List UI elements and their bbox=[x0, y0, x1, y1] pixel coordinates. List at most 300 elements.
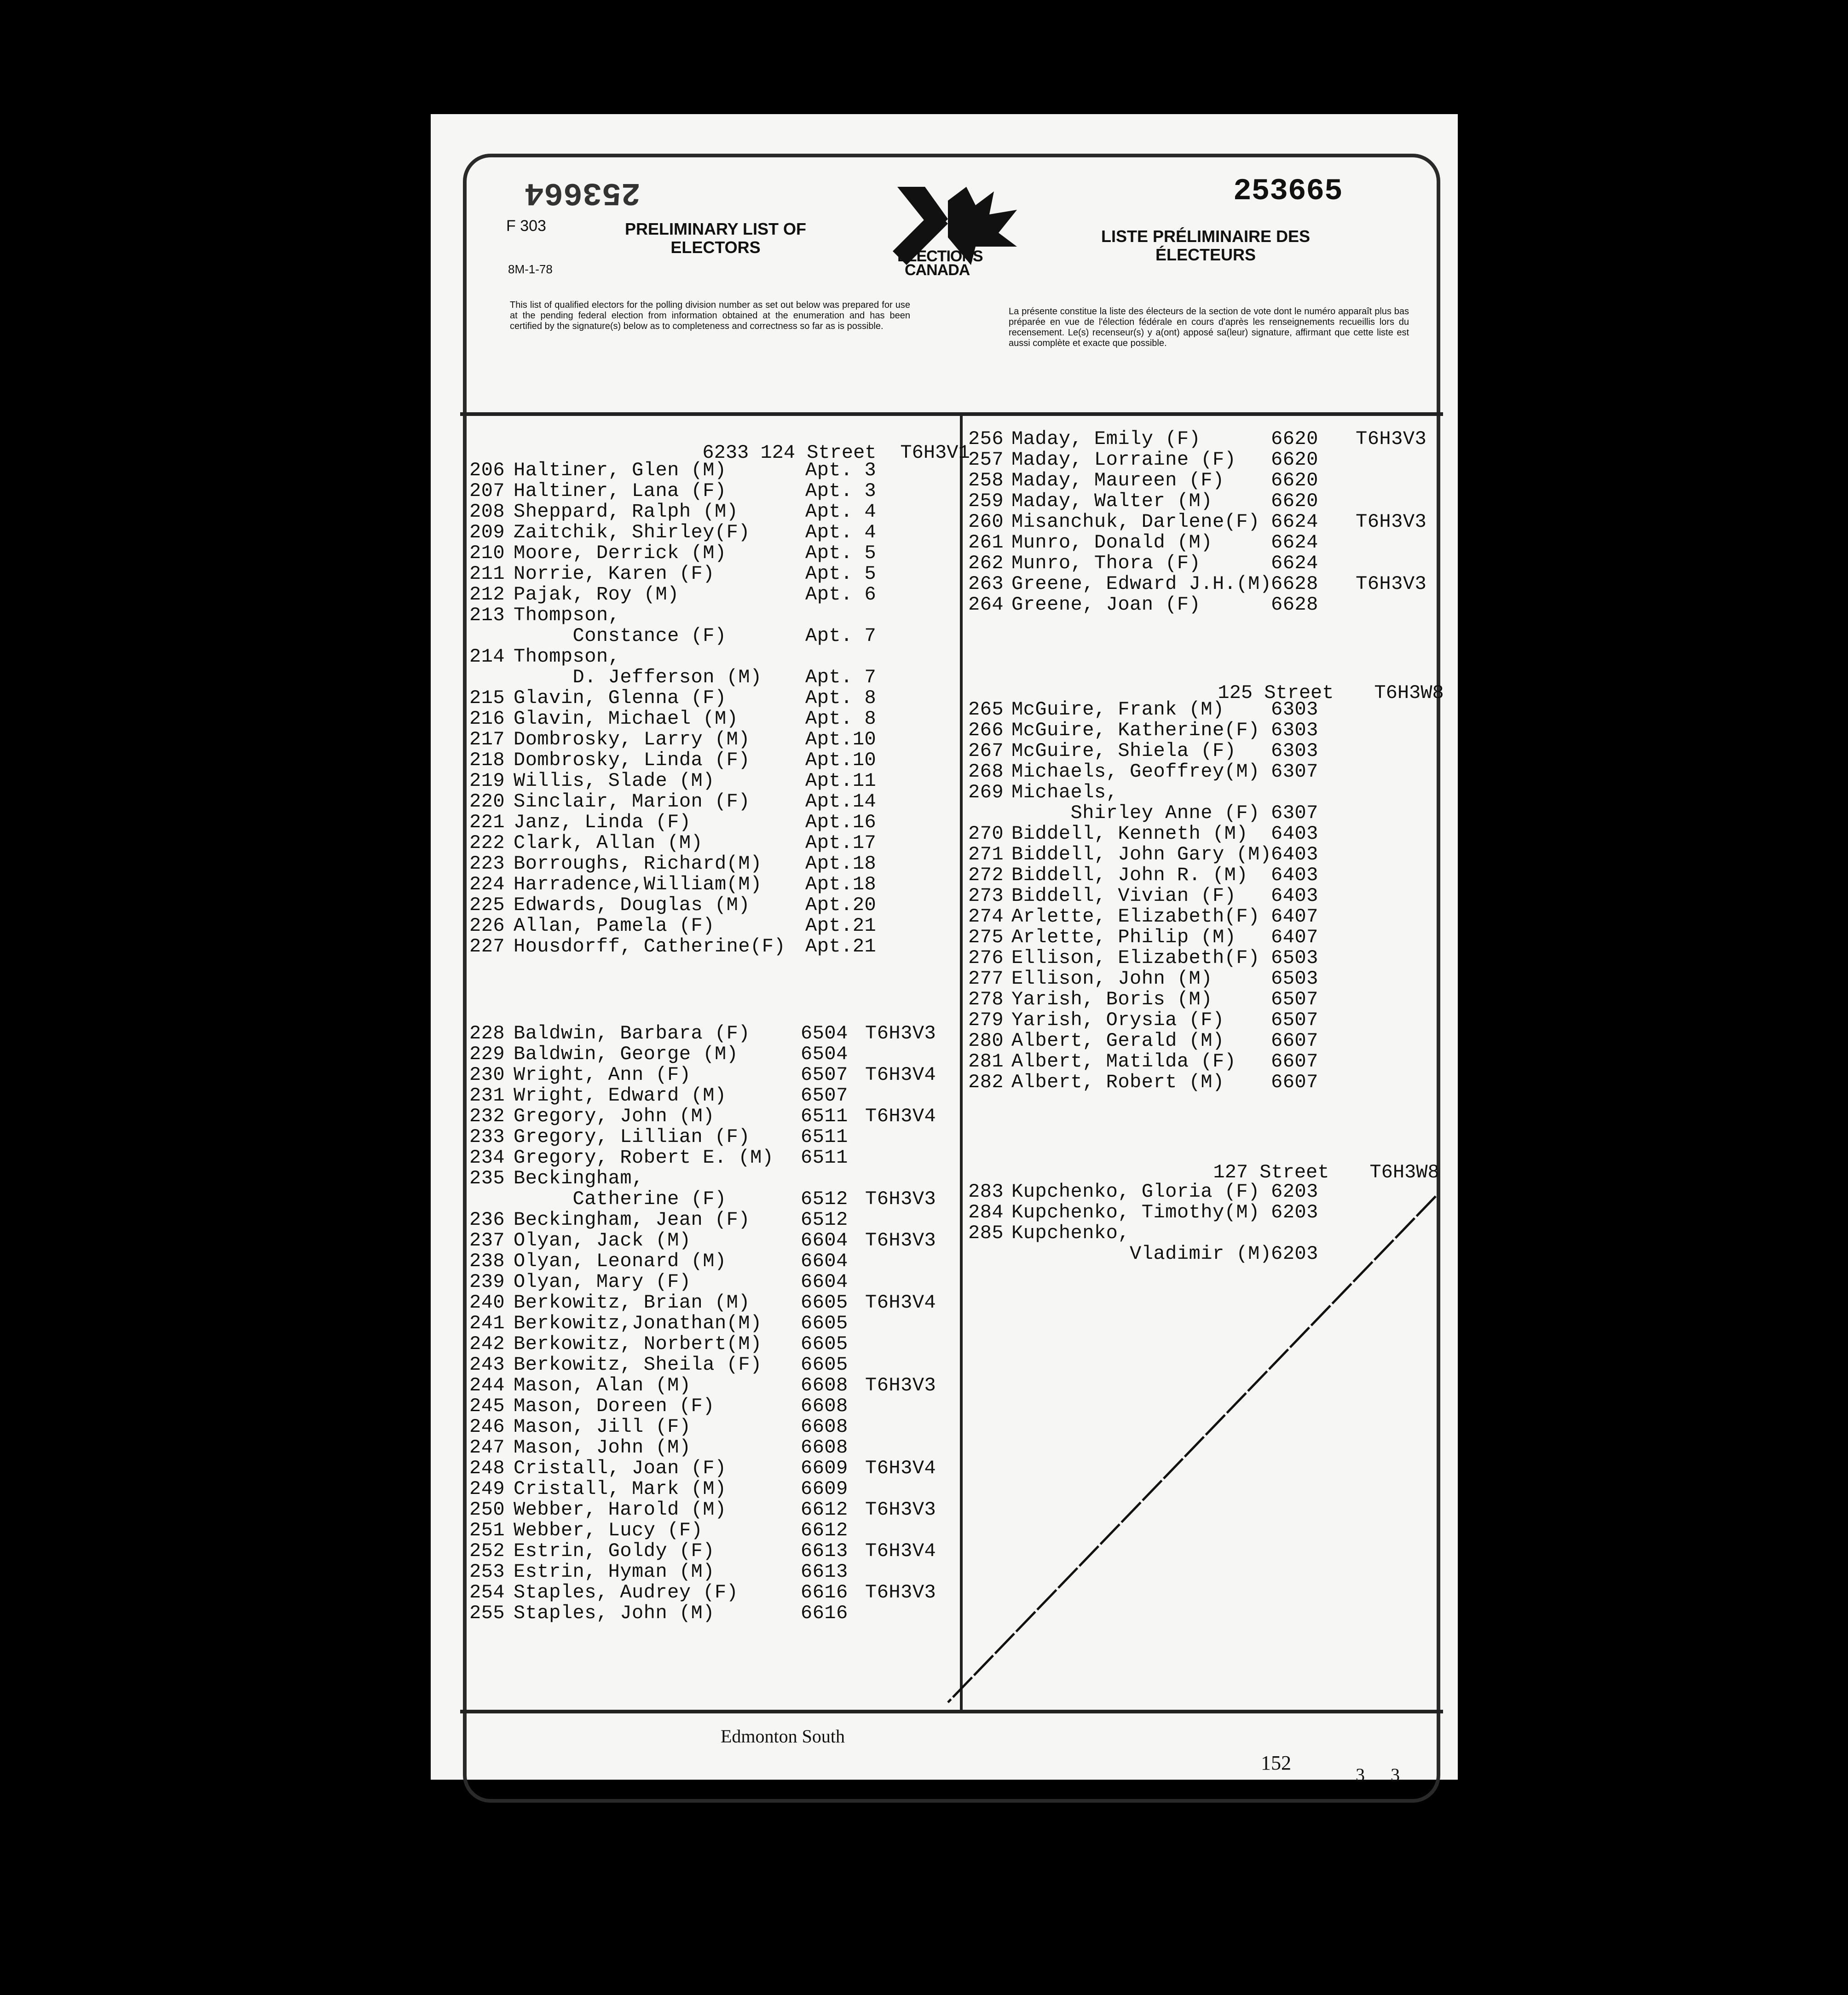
elector-number: 250 bbox=[469, 1499, 505, 1521]
elector-postal-code: T6H3V4 bbox=[865, 1457, 936, 1479]
elector-row bbox=[968, 865, 1442, 886]
elector-row bbox=[469, 874, 957, 895]
elector-row bbox=[968, 948, 1442, 969]
right-block2-postal bbox=[1351, 660, 1444, 704]
elector-name: Norrie, Karen (F) bbox=[514, 563, 715, 585]
elector-address: Apt.14 bbox=[805, 790, 877, 813]
elector-number: 207 bbox=[469, 480, 505, 502]
elector-name: Greene, Edward J.H.(M) bbox=[1011, 573, 1272, 595]
elector-name: Wright, Ann (F) bbox=[514, 1064, 691, 1086]
elector-name: Webber, Harold (M) bbox=[514, 1499, 727, 1521]
elector-number: 279 bbox=[968, 1009, 1004, 1031]
elector-row bbox=[469, 1582, 957, 1603]
elector-address: 6605 bbox=[801, 1292, 848, 1314]
elector-address: 6504 bbox=[801, 1022, 848, 1044]
elector-number: 230 bbox=[469, 1064, 505, 1086]
left-block1-postal bbox=[877, 420, 970, 464]
elector-row bbox=[469, 1603, 957, 1624]
elector-number: 281 bbox=[968, 1050, 1004, 1072]
elector-address: 6403 bbox=[1271, 885, 1318, 907]
elector-postal-code: T6H3V4 bbox=[865, 1292, 936, 1314]
elector-list-left-block1 bbox=[469, 460, 957, 957]
elector-address: 6628 bbox=[1271, 573, 1318, 595]
form-number: F 303 bbox=[506, 217, 546, 235]
postal-code: T6H3V1 bbox=[900, 442, 970, 464]
elector-name: Berkowitz,Jonathan(M) bbox=[514, 1312, 762, 1334]
elector-row bbox=[469, 688, 957, 709]
cancellation-stroke bbox=[939, 1187, 1445, 1712]
elector-address: 6203 bbox=[1271, 1181, 1318, 1203]
elector-address: 6607 bbox=[1271, 1030, 1318, 1052]
elector-number: 247 bbox=[469, 1436, 505, 1459]
elector-postal-code: T6H3V3 bbox=[1356, 573, 1427, 595]
page-number: 3 bbox=[1356, 1764, 1365, 1785]
elector-address: 6605 bbox=[801, 1354, 848, 1376]
elector-number: 237 bbox=[469, 1229, 505, 1251]
elector-row bbox=[968, 450, 1442, 470]
elector-name: Mason, John (M) bbox=[514, 1436, 691, 1459]
elector-address: 6608 bbox=[801, 1374, 848, 1396]
elector-name: Janz, Linda (F) bbox=[514, 811, 691, 833]
elector-address: 6503 bbox=[1271, 968, 1318, 990]
title-english: PRELIMINARY LIST OF ELECTORS bbox=[624, 219, 806, 257]
elector-postal-code: T6H3V3 bbox=[865, 1188, 936, 1210]
elector-name: Gregory, John (M) bbox=[514, 1105, 715, 1127]
elector-name: Kupchenko, Gloria (F) bbox=[1011, 1181, 1260, 1203]
elector-number: 282 bbox=[968, 1071, 1004, 1093]
elector-number: 239 bbox=[469, 1271, 505, 1293]
elector-address: 6504 bbox=[801, 1043, 848, 1065]
elector-number: 215 bbox=[469, 687, 505, 709]
elector-address: 6403 bbox=[1271, 843, 1318, 865]
elector-name: McGuire, Frank (M) bbox=[1011, 698, 1224, 721]
elector-postal-code: T6H3V3 bbox=[1356, 511, 1427, 533]
elector-name: Housdorff, Catherine(F) bbox=[514, 935, 786, 957]
elector-row bbox=[968, 1051, 1442, 1072]
elector-address: 6607 bbox=[1271, 1050, 1318, 1072]
postal-code: T6H3W8 bbox=[1374, 682, 1444, 704]
elector-name: Biddell, Vivian (F) bbox=[1011, 885, 1236, 907]
elector-name: Olyan, Jack (M) bbox=[514, 1229, 691, 1251]
elector-row bbox=[469, 1313, 957, 1334]
elector-row bbox=[469, 522, 957, 543]
elector-name: Arlette, Elizabeth(F) bbox=[1011, 905, 1260, 928]
elector-number: 223 bbox=[469, 853, 505, 875]
elector-name: Haltiner, Glen (M) bbox=[514, 459, 727, 481]
elector-address: 6616 bbox=[801, 1602, 848, 1624]
elector-row bbox=[469, 916, 957, 936]
elector-row bbox=[968, 470, 1442, 491]
elector-address: 6512 bbox=[801, 1209, 848, 1231]
right-block3-postal bbox=[1346, 1139, 1439, 1183]
elector-number: 222 bbox=[469, 832, 505, 854]
logo-text-canada: CANADA bbox=[905, 261, 970, 279]
elector-name: Glavin, Michael (M) bbox=[514, 708, 739, 730]
elector-number: 216 bbox=[469, 708, 505, 730]
elector-row bbox=[968, 574, 1442, 594]
elector-row bbox=[469, 1541, 957, 1562]
elector-number: 219 bbox=[469, 770, 505, 792]
elector-address: Apt. 3 bbox=[805, 480, 877, 502]
elector-address: 6407 bbox=[1271, 905, 1318, 928]
elector-row bbox=[469, 1499, 957, 1520]
elector-name: Olyan, Mary (F) bbox=[514, 1271, 691, 1293]
elector-name: Vladimir (M) bbox=[1011, 1243, 1272, 1265]
elector-number: 228 bbox=[469, 1022, 505, 1044]
address-label: 127 Street bbox=[1213, 1161, 1329, 1183]
elector-number: 209 bbox=[469, 521, 505, 543]
elector-row bbox=[469, 626, 957, 646]
elector-name: Mason, Doreen (F) bbox=[514, 1395, 715, 1417]
elector-number: 224 bbox=[469, 873, 505, 895]
elector-row bbox=[469, 853, 957, 874]
address-label: 6233 124 Street bbox=[702, 442, 877, 464]
elector-row bbox=[469, 481, 957, 502]
serial-number-mirrored: 253664 bbox=[525, 174, 641, 210]
elector-number: 217 bbox=[469, 728, 505, 750]
elector-name: Biddell, John R. (M) bbox=[1011, 864, 1248, 886]
elector-address: 6403 bbox=[1271, 823, 1318, 845]
elector-number: 245 bbox=[469, 1395, 505, 1417]
elector-address: 6624 bbox=[1271, 552, 1318, 574]
elector-number: 276 bbox=[968, 947, 1004, 969]
elector-name: Albert, Matilda (F) bbox=[1011, 1050, 1236, 1072]
elector-name: Glavin, Glenna (F) bbox=[514, 687, 727, 709]
elector-number: 218 bbox=[469, 749, 505, 771]
elector-number: 232 bbox=[469, 1105, 505, 1127]
elector-row bbox=[968, 824, 1442, 844]
elector-name: Albert, Gerald (M) bbox=[1011, 1030, 1224, 1052]
elector-name: Beckingham, Jean (F) bbox=[514, 1209, 751, 1231]
elector-row bbox=[469, 895, 957, 916]
elector-name: Michaels, Geoffrey(M) bbox=[1011, 761, 1260, 783]
elector-postal-code: T6H3V4 bbox=[865, 1105, 936, 1127]
elector-name: Allan, Pamela (F) bbox=[514, 915, 715, 937]
elector-name: Michaels, bbox=[1011, 781, 1118, 803]
elector-number: 233 bbox=[469, 1126, 505, 1148]
elector-name: Cristall, Joan (F) bbox=[514, 1457, 727, 1479]
elector-name: McGuire, Shiela (F) bbox=[1011, 740, 1236, 762]
elector-row bbox=[469, 1189, 957, 1210]
elector-address: 6605 bbox=[801, 1333, 848, 1355]
elector-postal-code: T6H3V3 bbox=[865, 1581, 936, 1603]
elector-address: Apt.18 bbox=[805, 873, 877, 895]
elector-name: Dombrosky, Larry (M) bbox=[514, 728, 751, 750]
elector-number: 244 bbox=[469, 1374, 505, 1396]
elector-name: Maday, Maureen (F) bbox=[1011, 469, 1224, 491]
elector-number: 236 bbox=[469, 1209, 505, 1231]
elector-number: 285 bbox=[968, 1222, 1004, 1244]
elector-address: 6620 bbox=[1271, 490, 1318, 512]
elector-number: 260 bbox=[968, 511, 1004, 533]
elector-name: Thompson, bbox=[514, 646, 620, 668]
elector-address: Apt.11 bbox=[805, 770, 877, 792]
elector-postal-code: T6H3V3 bbox=[865, 1229, 936, 1251]
elector-row bbox=[469, 1437, 957, 1458]
elector-number: 271 bbox=[968, 843, 1004, 865]
intro-text-english: This list of qualified electors for the polling division number as set out below was prepared for use at the pending federal election from information obtained at the enumeration and has been certified by the signature(s) below as to completeness and correctness so far as is possible. bbox=[510, 300, 910, 331]
intro-text-french: La présente constitue la liste des électeurs de la section de vote dont le numéro apparaît plus bas préparée en vue de l'élection fédérale en cours d'après les renseignements recueillis lors du recensement. Le(s) recenseur(s) y a(ont) apposé sa(leur) signature, affirmant que cette liste est aussi complète et exacte que possible. bbox=[1009, 306, 1409, 348]
elector-number: 283 bbox=[968, 1181, 1004, 1203]
elector-address: 6608 bbox=[801, 1395, 848, 1417]
elector-name: Willis, Slade (M) bbox=[514, 770, 715, 792]
elector-row bbox=[968, 927, 1442, 948]
elector-name: Munro, Donald (M) bbox=[1011, 531, 1213, 554]
elector-number: 229 bbox=[469, 1043, 505, 1065]
elector-number: 243 bbox=[469, 1354, 505, 1376]
elector-row bbox=[968, 741, 1442, 761]
elector-address: Apt. 6 bbox=[805, 583, 877, 605]
elector-postal-code: T6H3V3 bbox=[865, 1374, 936, 1396]
elector-address: 6511 bbox=[801, 1105, 848, 1127]
elector-postal-code: T6H3V3 bbox=[1356, 428, 1427, 450]
elector-number: 246 bbox=[469, 1416, 505, 1438]
elector-name: Baldwin, George (M) bbox=[514, 1043, 739, 1065]
elector-number: 241 bbox=[469, 1312, 505, 1334]
elector-row bbox=[469, 1065, 957, 1085]
elector-row bbox=[469, 1251, 957, 1272]
elector-number: 264 bbox=[968, 594, 1004, 616]
elector-name: Misanchuk, Darlene(F) bbox=[1011, 511, 1260, 533]
address-label: 125 Street bbox=[1218, 682, 1334, 704]
elector-row bbox=[469, 1355, 957, 1375]
elector-number: 208 bbox=[469, 501, 505, 523]
elector-name: Berkowitz, Norbert(M) bbox=[514, 1333, 762, 1355]
elector-name: Haltiner, Lana (F) bbox=[514, 480, 727, 502]
title-french: LISTE PRÉLIMINAIRE DES ÉLECTEURS bbox=[1101, 227, 1311, 264]
elector-address: 6403 bbox=[1271, 864, 1318, 886]
right-block3-heading bbox=[1190, 1139, 1329, 1183]
elector-name: Yarish, Boris (M) bbox=[1011, 988, 1213, 1010]
elector-row bbox=[968, 761, 1442, 782]
right-block2-heading bbox=[1195, 660, 1334, 704]
elector-name: Staples, John (M) bbox=[514, 1602, 715, 1624]
elector-row bbox=[968, 429, 1442, 450]
elector-row bbox=[469, 750, 957, 771]
elector-address: Apt. 8 bbox=[805, 708, 877, 730]
elector-name: Constance (F) bbox=[514, 625, 727, 647]
elector-name: Mason, Jill (F) bbox=[514, 1416, 691, 1438]
elector-name: Clark, Allan (M) bbox=[514, 832, 703, 854]
elector-row bbox=[469, 709, 957, 729]
elector-row bbox=[968, 699, 1442, 720]
elector-number: 269 bbox=[968, 781, 1004, 803]
elector-number: 275 bbox=[968, 926, 1004, 948]
elector-name: Yarish, Orysia (F) bbox=[1011, 1009, 1224, 1031]
elector-address: 6303 bbox=[1271, 719, 1318, 741]
elector-row bbox=[469, 460, 957, 481]
elector-name: Kupchenko, bbox=[1011, 1222, 1130, 1244]
elector-address: 6604 bbox=[801, 1250, 848, 1272]
elector-number: 253 bbox=[469, 1561, 505, 1583]
elector-list-left-block2 bbox=[469, 1023, 957, 1624]
elector-row bbox=[469, 936, 957, 957]
elector-address: 6605 bbox=[801, 1312, 848, 1334]
elector-number: 213 bbox=[469, 604, 505, 626]
elector-address: 6607 bbox=[1271, 1071, 1318, 1093]
elector-name: Zaitchik, Shirley(F) bbox=[514, 521, 751, 543]
elector-number: 266 bbox=[968, 719, 1004, 741]
elector-name: Olyan, Leonard (M) bbox=[514, 1250, 727, 1272]
elector-number: 248 bbox=[469, 1457, 505, 1479]
elector-number: 284 bbox=[968, 1201, 1004, 1223]
elector-name: Biddell, Kenneth (M) bbox=[1011, 823, 1248, 845]
elector-address: 6604 bbox=[801, 1229, 848, 1251]
elector-name: Biddell, John Gary (M) bbox=[1011, 843, 1272, 865]
elector-row bbox=[968, 491, 1442, 512]
elector-row bbox=[469, 771, 957, 791]
elector-row bbox=[469, 1085, 957, 1106]
elector-postal-code: T6H3V3 bbox=[865, 1499, 936, 1521]
elector-name: Webber, Lucy (F) bbox=[514, 1519, 703, 1541]
elector-address: Apt. 4 bbox=[805, 501, 877, 523]
elector-name: Sheppard, Ralph (M) bbox=[514, 501, 739, 523]
elector-row bbox=[469, 1127, 957, 1147]
elector-address: Apt.16 bbox=[805, 811, 877, 833]
elector-number: 226 bbox=[469, 915, 505, 937]
elector-address: Apt.20 bbox=[805, 894, 877, 916]
elector-name: Maday, Lorraine (F) bbox=[1011, 449, 1236, 471]
elector-number: 238 bbox=[469, 1250, 505, 1272]
elector-row bbox=[469, 729, 957, 750]
elector-name: Berkowitz, Brian (M) bbox=[514, 1292, 751, 1314]
elector-row bbox=[469, 1210, 957, 1230]
form-date: 8M-1-78 bbox=[508, 262, 553, 276]
elector-address: 6507 bbox=[1271, 988, 1318, 1010]
elector-name: Kupchenko, Timothy(M) bbox=[1011, 1201, 1260, 1223]
elector-address: 6511 bbox=[801, 1126, 848, 1148]
elector-number: 220 bbox=[469, 790, 505, 813]
elector-name: Wright, Edward (M) bbox=[514, 1084, 727, 1107]
elector-number: 221 bbox=[469, 811, 505, 833]
elector-address: Apt.10 bbox=[805, 728, 877, 750]
elector-number: 261 bbox=[968, 531, 1004, 554]
serial-number: 253665 bbox=[1233, 174, 1343, 208]
elector-address: Apt. 8 bbox=[805, 687, 877, 709]
elector-name: Cristall, Mark (M) bbox=[514, 1478, 727, 1500]
elector-number: 278 bbox=[968, 988, 1004, 1010]
elector-address: Apt.18 bbox=[805, 853, 877, 875]
postal-code: T6H3W8 bbox=[1369, 1161, 1439, 1183]
elector-number: 273 bbox=[968, 885, 1004, 907]
elector-address: 6604 bbox=[801, 1271, 848, 1293]
elector-row bbox=[469, 543, 957, 564]
elector-address: 6609 bbox=[801, 1478, 848, 1500]
elector-row bbox=[469, 1375, 957, 1396]
elector-number: 214 bbox=[469, 646, 505, 668]
elector-name: D. Jefferson (M) bbox=[514, 666, 762, 688]
elector-address: 6609 bbox=[801, 1457, 848, 1479]
elector-number: 270 bbox=[968, 823, 1004, 845]
elector-row bbox=[968, 906, 1442, 927]
elector-row bbox=[469, 1334, 957, 1355]
elector-address: 6307 bbox=[1271, 761, 1318, 783]
elector-name: Munro, Thora (F) bbox=[1011, 552, 1201, 574]
elector-number: 210 bbox=[469, 542, 505, 564]
elector-postal-code: T6H3V3 bbox=[865, 1022, 936, 1044]
elector-number: 267 bbox=[968, 740, 1004, 762]
elector-row bbox=[469, 1147, 957, 1168]
elector-address: 6612 bbox=[801, 1499, 848, 1521]
elector-address: 6307 bbox=[1271, 802, 1318, 824]
elector-number: 251 bbox=[469, 1519, 505, 1541]
elector-address: 6620 bbox=[1271, 469, 1318, 491]
elector-name: Beckingham, bbox=[514, 1167, 644, 1189]
elector-row bbox=[469, 1417, 957, 1437]
elector-name: Estrin, Hyman (M) bbox=[514, 1561, 715, 1583]
elector-row bbox=[469, 1458, 957, 1479]
elector-number: 252 bbox=[469, 1540, 505, 1562]
elector-row bbox=[469, 1168, 957, 1189]
elector-number: 234 bbox=[469, 1147, 505, 1169]
elector-name: Greene, Joan (F) bbox=[1011, 594, 1201, 616]
elector-address: Apt.21 bbox=[805, 915, 877, 937]
elector-name: Edwards, Douglas (M) bbox=[514, 894, 751, 916]
elector-number: 249 bbox=[469, 1478, 505, 1500]
elector-number: 211 bbox=[469, 563, 505, 585]
elector-row bbox=[469, 1396, 957, 1417]
elector-row bbox=[469, 1520, 957, 1541]
elector-number: 254 bbox=[469, 1581, 505, 1603]
elector-address: Apt. 7 bbox=[805, 625, 877, 647]
elector-name: Thompson, bbox=[514, 604, 620, 626]
elector-address: 6620 bbox=[1271, 428, 1318, 450]
elector-number: 240 bbox=[469, 1292, 505, 1314]
left-block1-heading bbox=[679, 420, 876, 464]
elector-address: 6203 bbox=[1271, 1201, 1318, 1223]
elector-number: 265 bbox=[968, 698, 1004, 721]
elector-row bbox=[968, 1031, 1442, 1051]
elector-number: 280 bbox=[968, 1030, 1004, 1052]
elector-number: 206 bbox=[469, 459, 505, 481]
elector-address: 6407 bbox=[1271, 926, 1318, 948]
elector-address: 6511 bbox=[801, 1147, 848, 1169]
elector-row bbox=[968, 886, 1442, 906]
elector-row bbox=[469, 833, 957, 853]
elector-row bbox=[469, 502, 957, 522]
elector-number: 263 bbox=[968, 573, 1004, 595]
elector-address: 6628 bbox=[1271, 594, 1318, 616]
elector-row bbox=[469, 646, 957, 667]
elector-address: 6624 bbox=[1271, 531, 1318, 554]
elector-number: 225 bbox=[469, 894, 505, 916]
elector-row bbox=[469, 1272, 957, 1292]
elector-number: 259 bbox=[968, 490, 1004, 512]
polling-division-number: 152 bbox=[1261, 1752, 1291, 1774]
elector-address: 6203 bbox=[1271, 1243, 1318, 1265]
elector-address: 6507 bbox=[801, 1064, 848, 1086]
elector-name: Estrin, Goldy (F) bbox=[514, 1540, 715, 1562]
elector-name: Gregory, Robert E. (M) bbox=[514, 1147, 774, 1169]
elector-name: Moore, Derrick (M) bbox=[514, 542, 727, 564]
elector-postal-code: T6H3V4 bbox=[865, 1540, 936, 1562]
elector-name: McGuire, Katherine(F) bbox=[1011, 719, 1260, 741]
elector-name: Albert, Robert (M) bbox=[1011, 1071, 1224, 1093]
elector-row bbox=[968, 782, 1442, 803]
elector-number: 231 bbox=[469, 1084, 505, 1107]
elector-name: Shirley Anne (F) bbox=[1011, 802, 1260, 824]
elector-address: 6303 bbox=[1271, 740, 1318, 762]
elector-address: Apt. 5 bbox=[805, 542, 877, 564]
elector-row bbox=[968, 720, 1442, 741]
elector-postal-code: T6H3V4 bbox=[865, 1064, 936, 1086]
elector-name: Dombrosky, Linda (F) bbox=[514, 749, 751, 771]
elector-address: 6616 bbox=[801, 1581, 848, 1603]
elector-name: Maday, Walter (M) bbox=[1011, 490, 1213, 512]
elector-address: 6507 bbox=[1271, 1009, 1318, 1031]
elector-address: 6608 bbox=[801, 1436, 848, 1459]
elector-address: 6608 bbox=[801, 1416, 848, 1438]
